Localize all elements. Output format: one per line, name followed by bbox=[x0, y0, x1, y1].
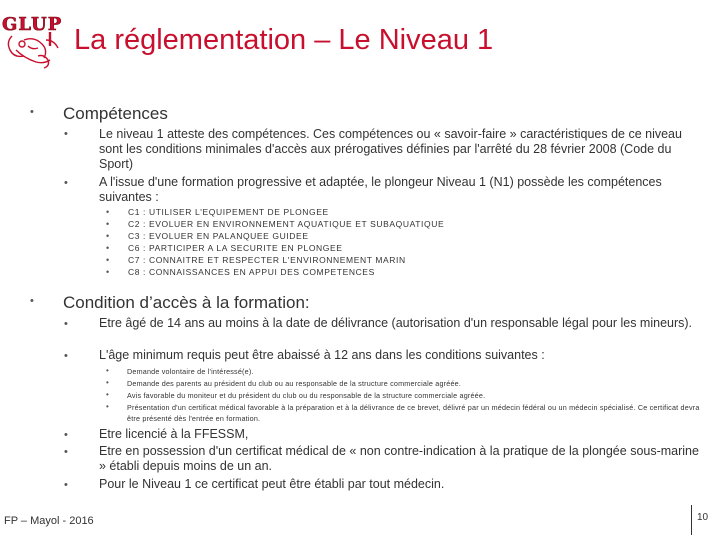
bullet-icon: • bbox=[106, 219, 110, 229]
list-item: L'âge minimum requis peut être abaissé à 12 ans dans les conditions suivantes : bbox=[99, 348, 545, 362]
bullet-icon: • bbox=[30, 106, 34, 118]
list-item: Le niveau 1 atteste des compétences. Ces compétences ou « savoir-faire » caractéristiques de ce niveau sont les conditions minimales d'accès aux prérogatives définies par l'arrêté du 28 février 2008 (Code du Sport) bbox=[99, 127, 682, 171]
page-title: La réglementation – Le Niveau 1 bbox=[74, 24, 494, 56]
bullet-icon: • bbox=[64, 350, 68, 362]
competence-item: C2 : EVOLUER EN ENVIRONNEMENT AQUATIQUE ET SUBAQUATIQUE bbox=[128, 219, 445, 229]
competence-item: C7 : CONNAITRE ET RESPECTER L'ENVIRONNEMENT MARIN bbox=[128, 255, 406, 265]
bullet-icon: • bbox=[30, 295, 34, 307]
page-number: 10 bbox=[697, 512, 709, 523]
bullet-icon: • bbox=[106, 366, 109, 375]
list-item: Etre licencié à la FFESSM, bbox=[99, 427, 249, 441]
competence-item: C3 : EVOLUER EN PALANQUEE GUIDEE bbox=[128, 231, 309, 241]
competence-item: C6 : PARTICIPER A LA SECURITE EN PLONGEE bbox=[128, 243, 343, 253]
competence-item: C8 : CONNAISSANCES EN APPUI DES COMPETENCES bbox=[128, 267, 375, 277]
page-number-divider bbox=[691, 505, 692, 535]
bullet-icon: • bbox=[64, 429, 68, 441]
bullet-icon: • bbox=[106, 231, 110, 241]
bullet-icon: • bbox=[106, 267, 110, 277]
glup-logo bbox=[2, 10, 68, 74]
footer-text: FP – Mayol - 2016 bbox=[4, 515, 94, 527]
bullet-icon: • bbox=[106, 390, 109, 399]
svg-text:GLUP: GLUP bbox=[2, 14, 63, 35]
condition-item: Demande volontaire de l'intéressé(e). bbox=[127, 367, 254, 376]
list-item: Pour le Niveau 1 ce certificat peut être établi par tout médecin. bbox=[99, 477, 445, 491]
condition-item: Demande des parents au président du club ou au responsable de la structure commerciale agréée. bbox=[127, 379, 462, 388]
condition-item: Avis favorable du moniteur et du président du club ou du responsable de la structure commerciale agréée. bbox=[127, 391, 486, 400]
bullet-icon: • bbox=[64, 128, 68, 140]
bullet-icon: • bbox=[64, 177, 68, 189]
bullet-icon: • bbox=[106, 255, 110, 265]
list-item: A l'issue d'une formation progressive et adaptée, le plongeur Niveau 1 (N1) possède les compétences suivantes : bbox=[99, 175, 662, 204]
section-heading-competences: Compétences bbox=[63, 104, 168, 123]
bullet-icon: • bbox=[106, 243, 110, 253]
competence-item: C1 : UTILISER L'EQUIPEMENT DE PLONGEE bbox=[128, 207, 329, 217]
bullet-icon: • bbox=[64, 446, 68, 458]
bullet-icon: • bbox=[106, 402, 109, 411]
condition-item: Présentation d'un certificat médical favorable à la préparation et à la délivrance de ce brevet, délivré par un médecin fédéral ou un médecin spécialisé. Ce certificat devra être présenté dès l'entrée en formation. bbox=[127, 403, 700, 423]
section-heading-conditions: Condition d’accès à la formation: bbox=[63, 293, 310, 312]
list-item: Etre âgé de 14 ans au moins à la date de délivrance (autorisation d'un responsable légal pour les mineurs). bbox=[99, 316, 693, 330]
bullet-icon: • bbox=[106, 378, 109, 387]
list-item: Etre en possession d'un certificat médical de « non contre-indication à la pratique de la plongée sous-marine » établi depuis moins de un an. bbox=[99, 444, 699, 473]
bullet-icon: • bbox=[64, 479, 68, 491]
bullet-icon: • bbox=[64, 318, 68, 330]
bullet-icon: • bbox=[106, 207, 110, 217]
